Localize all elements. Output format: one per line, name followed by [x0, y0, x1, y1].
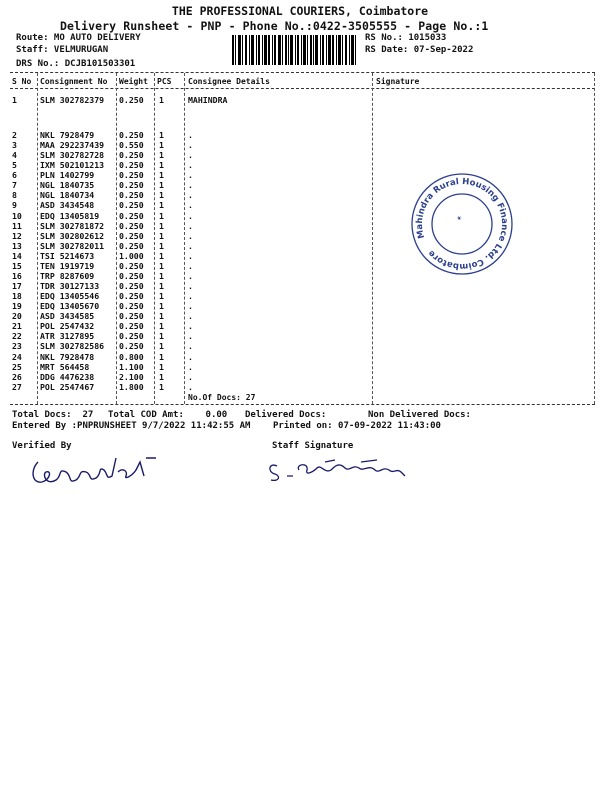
- column-header-pcs: PCS: [157, 77, 172, 86]
- table-row: [0, 341, 600, 351]
- cell-weight: 0.250: [119, 220, 144, 231]
- cell-pcs: 1: [159, 240, 164, 251]
- drs-number: DRS No.: DCJB101503301: [16, 59, 136, 69]
- cell-consignee: MAHINDRA: [188, 95, 228, 105]
- cell-pcs: 1: [159, 200, 164, 211]
- cell-sno: 25: [12, 361, 22, 372]
- cell-sno: 14: [12, 250, 22, 261]
- cell-sno: 11: [12, 220, 22, 231]
- cell-pcs: 1: [159, 260, 164, 271]
- cell-consignee: .: [188, 190, 193, 201]
- cell-weight: 0.550: [119, 140, 144, 151]
- cell-pcs: 1: [159, 381, 164, 392]
- cell-weight: 0.250: [119, 150, 144, 161]
- cell-sno: 26: [12, 371, 22, 382]
- cell-consignment: POL 2547467: [40, 381, 95, 392]
- cell-consignment: EDQ 13405670: [40, 301, 100, 312]
- cell-consignee: .: [188, 250, 193, 261]
- table-row: [0, 301, 600, 311]
- cell-consignment: NGL 1840735: [40, 180, 95, 191]
- cell-pcs: 1: [159, 160, 164, 171]
- table-row: [0, 140, 600, 150]
- cell-sno: 4: [12, 150, 17, 161]
- cell-sno: 16: [12, 270, 22, 281]
- delivered-docs: Delivered Docs:: [245, 410, 327, 420]
- cell-weight: 0.250: [119, 321, 144, 332]
- cell-consignee: .: [188, 311, 193, 322]
- non-delivered-docs: Non Delivered Docs:: [368, 410, 471, 420]
- cell-consignee: .: [188, 281, 193, 292]
- cell-weight: 1.000: [119, 250, 144, 261]
- table-row: [0, 150, 600, 160]
- cell-consignee: .: [188, 291, 193, 302]
- table-row: [0, 352, 600, 362]
- column-header-consignee: Consignee Details: [188, 77, 270, 86]
- cell-consignee: .: [188, 321, 193, 332]
- cell-weight: 0.250: [119, 331, 144, 342]
- cell-pcs: 1: [159, 281, 164, 292]
- cell-consignee: .: [188, 130, 193, 140]
- cell-weight: 0.800: [119, 351, 144, 362]
- table-row: [0, 281, 600, 291]
- cell-sno: 17: [12, 281, 22, 292]
- cell-consignee: .: [188, 170, 193, 181]
- cell-consignment: IXM 502101213: [40, 160, 105, 171]
- cell-sno: 22: [12, 331, 22, 342]
- cell-sno: 5: [12, 160, 17, 171]
- rs-date: RS Date: 07-Sep-2022: [365, 45, 474, 55]
- cell-consignment: EDQ 13405819: [40, 210, 100, 221]
- cell-consignee: .: [188, 351, 193, 362]
- cell-weight: 0.250: [119, 210, 144, 221]
- cell-weight: 0.250: [119, 160, 144, 171]
- table-bottom-rule: [10, 404, 595, 405]
- cell-pcs: 1: [159, 291, 164, 302]
- cell-pcs: 1: [159, 321, 164, 332]
- svg-text:✶: ✶: [455, 213, 464, 224]
- cell-sno: 20: [12, 311, 22, 322]
- cell-sno: 24: [12, 351, 22, 362]
- cell-consignment: NKL 7928478: [40, 351, 95, 362]
- column-header-sno: S No: [12, 77, 32, 86]
- cell-consignee: .: [188, 230, 193, 241]
- cell-pcs: 1: [159, 270, 164, 281]
- table-row: [0, 160, 600, 170]
- table-row: [0, 291, 600, 301]
- cell-consignment: EDQ 13405546: [40, 291, 100, 302]
- cell-consignee: .: [188, 331, 193, 342]
- cell-consignee: .: [188, 371, 193, 382]
- cell-sno: 27: [12, 381, 22, 392]
- cell-consignee: .: [188, 180, 193, 191]
- rs-number: RS No.: 1015033: [365, 33, 447, 43]
- cell-consignment: NKL 7928479: [40, 130, 95, 140]
- column-header-weight: Weight: [119, 77, 148, 86]
- cell-sno: 18: [12, 291, 22, 302]
- cell-sno: 23: [12, 341, 22, 352]
- cell-weight: 1.800: [119, 381, 144, 392]
- cell-consignment: MAA 292237439: [40, 140, 105, 151]
- cell-consignment: ASD 3434585: [40, 311, 95, 322]
- cell-pcs: 1: [159, 351, 164, 362]
- cell-sno: 13: [12, 240, 22, 251]
- cell-consignee: .: [188, 260, 193, 271]
- staff-signature: [265, 452, 420, 484]
- cell-weight: 0.250: [119, 311, 144, 322]
- cell-consignment: SLM 302781872: [40, 220, 105, 231]
- cell-sno: 6: [12, 170, 17, 181]
- runsheet-title: Delivery Runsheet - PNP - Phone No.:0422-3505555 - Page No.:1: [60, 19, 489, 33]
- cell-weight: 0.250: [119, 341, 144, 352]
- cell-pcs: 1: [159, 371, 164, 382]
- table-row: [0, 382, 600, 392]
- cell-consignment: SLM 302782011: [40, 240, 105, 251]
- staff-label: Staff: VELMURUGAN: [16, 45, 109, 55]
- cell-consignment: DDG 4476238: [40, 371, 95, 382]
- printed-on: Printed on: 07-09-2022 11:43:00: [273, 421, 441, 431]
- cell-consignment: SLM 302782728: [40, 150, 105, 161]
- cell-consignee: .: [188, 150, 193, 161]
- cell-sno: 8: [12, 190, 17, 201]
- cell-weight: 0.250: [119, 281, 144, 292]
- cell-consignment: TSI 5214673: [40, 250, 95, 261]
- table-row: [0, 331, 600, 341]
- cell-weight: 0.250: [119, 170, 144, 181]
- cell-weight: 0.250: [119, 301, 144, 312]
- cell-weight: 2.100: [119, 371, 144, 382]
- cell-sno: 21: [12, 321, 22, 332]
- cell-pcs: 1: [159, 170, 164, 181]
- cell-weight: 0.250: [119, 270, 144, 281]
- cell-weight: 0.250: [119, 190, 144, 201]
- cell-consignment: MRT 564458: [40, 361, 90, 372]
- cell-consignee: .: [188, 381, 193, 392]
- cell-pcs: 1: [159, 250, 164, 261]
- verified-signature: [28, 450, 158, 495]
- cell-consignment: SLM 302782586: [40, 341, 105, 352]
- cell-pcs: 1: [159, 140, 164, 151]
- cell-consignee: .: [188, 341, 193, 352]
- cell-pcs: 1: [159, 301, 164, 312]
- cell-consignment: ATR 3127895: [40, 331, 95, 342]
- cell-pcs: 1: [159, 210, 164, 221]
- cell-consignee: .: [188, 160, 193, 171]
- cell-sno: 19: [12, 301, 22, 312]
- table-top-rule: [10, 72, 595, 73]
- table-row: [0, 362, 600, 372]
- table-row: [0, 372, 600, 382]
- cell-pcs: 1: [159, 341, 164, 352]
- column-header-consignment: Consignment No: [40, 77, 108, 86]
- cell-pcs: 1: [159, 150, 164, 161]
- cell-consignment: PLN 1402799: [40, 170, 95, 181]
- entered-by: Entered By :PNPRUNSHEET 9/7/2022 11:42:55 AM: [12, 421, 251, 431]
- cell-sno: 7: [12, 180, 17, 191]
- cell-sno: 9: [12, 200, 17, 211]
- cell-consignee: .: [188, 210, 193, 221]
- cell-weight: 0.250: [119, 180, 144, 191]
- cell-sno: 15: [12, 260, 22, 271]
- cell-consignment: ASD 3434548: [40, 200, 95, 211]
- cell-consignee: .: [188, 270, 193, 281]
- table-row: [0, 321, 600, 331]
- cell-weight: 0.250: [119, 230, 144, 241]
- table-header-rule: [10, 88, 595, 89]
- cell-consignee: .: [188, 140, 193, 151]
- column-header-signature: Signature: [376, 77, 420, 86]
- cell-pcs: 1: [159, 361, 164, 372]
- cell-consignee: .: [188, 240, 193, 251]
- cell-consignee: .: [188, 361, 193, 372]
- cell-pcs: 1: [159, 130, 164, 140]
- no-of-docs: No.Of Docs: 27: [188, 393, 256, 402]
- cell-consignment: SLM 302802612: [40, 230, 105, 241]
- cell-weight: 0.250: [119, 200, 144, 211]
- cell-sno: 12: [12, 230, 22, 241]
- cell-pcs: 1: [159, 311, 164, 322]
- cell-consignee: .: [188, 200, 193, 211]
- cell-consignment: TRP 8287609: [40, 270, 95, 281]
- cell-consignment: NGL 1840734: [40, 190, 95, 201]
- cell-pcs: 1: [159, 230, 164, 241]
- table-row: [0, 130, 600, 140]
- route-label: Route: MO AUTO DELIVERY: [16, 33, 141, 43]
- total-cod-amount: Total COD Amt: 0.00: [108, 410, 228, 420]
- verified-by-label: Verified By: [12, 441, 72, 451]
- cell-consignee: .: [188, 220, 193, 231]
- cell-pcs: 1: [159, 180, 164, 191]
- company-stamp: [408, 170, 516, 278]
- cell-weight: 0.250: [119, 291, 144, 302]
- cell-weight: 0.250: [119, 240, 144, 251]
- cell-consignment: POL 2547432: [40, 321, 95, 332]
- barcode: [232, 35, 356, 65]
- cell-weight: 0.250: [119, 260, 144, 271]
- cell-consignment: TEN 1919719: [40, 260, 95, 271]
- cell-consignment: TDR 30127133: [40, 281, 100, 292]
- cell-pcs: 1: [159, 331, 164, 342]
- cell-sno: 3: [12, 140, 17, 151]
- cell-weight: 1.100: [119, 361, 144, 372]
- cell-sno: 2: [12, 130, 17, 140]
- cell-sno: 1: [12, 95, 17, 105]
- table-row: [0, 95, 600, 105]
- cell-pcs: 1: [159, 220, 164, 231]
- cell-weight: 0.250: [119, 95, 144, 105]
- cell-consignee: .: [188, 301, 193, 312]
- cell-pcs: 1: [159, 95, 164, 105]
- table-row: [0, 311, 600, 321]
- cell-sno: 10: [12, 210, 22, 221]
- total-docs: Total Docs: 27: [12, 410, 94, 420]
- cell-pcs: 1: [159, 190, 164, 201]
- staff-signature-label: Staff Signature: [272, 441, 354, 451]
- cell-weight: 0.250: [119, 130, 144, 140]
- company-title: THE PROFESSIONAL COURIERS, Coimbatore: [171, 4, 429, 18]
- stamp-text: Mahindra Rural Housing Finance Ltd. Coimbatore: [414, 176, 510, 272]
- svg-text:Mahindra Rural Housing Finance: [408, 170, 516, 278]
- cell-consignment: SLM 302782379: [40, 95, 105, 105]
